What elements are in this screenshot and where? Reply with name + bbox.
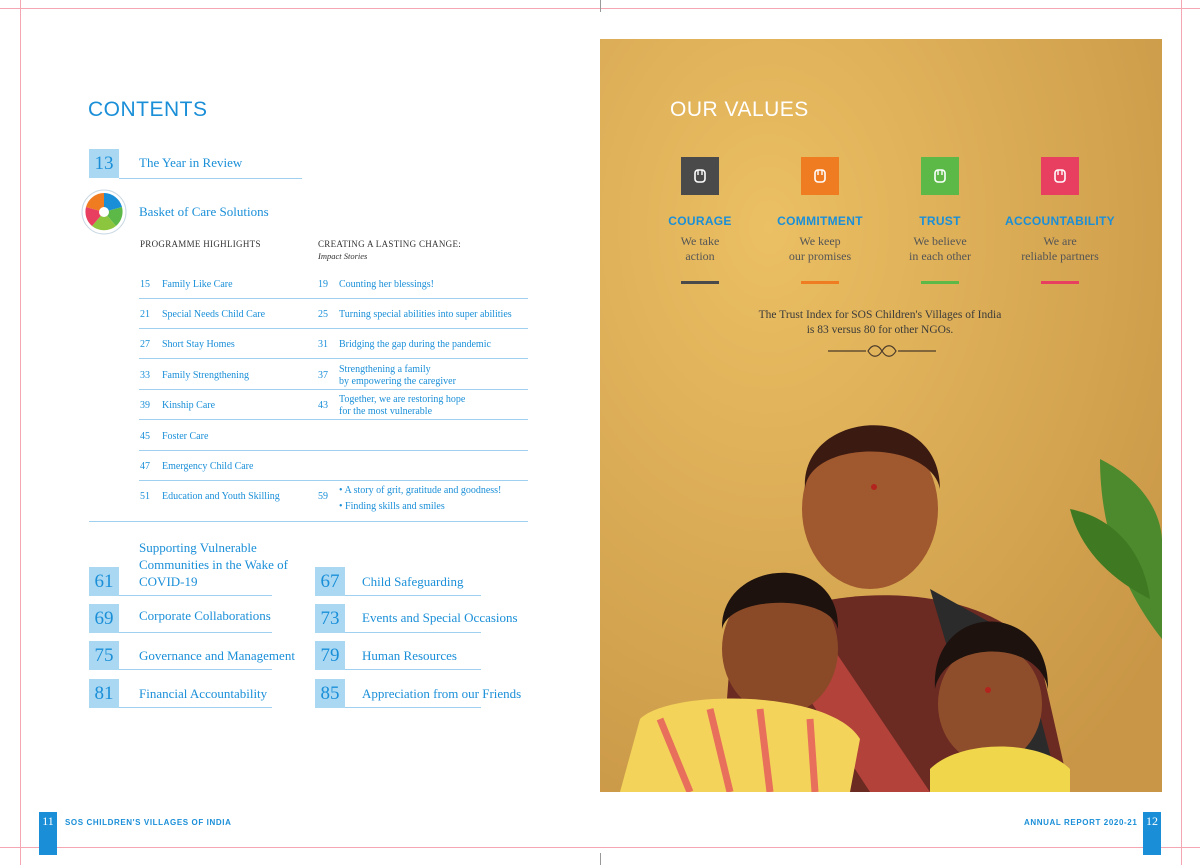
trust-index-note (700, 308, 1060, 338)
impact-story-link[interactable]: for the most vulnerable (339, 406, 433, 417)
page-number-box: 75 (89, 641, 119, 670)
value-description-line: We take (680, 234, 720, 248)
impact-story-link[interactable]: Together, we are restoring hope (339, 394, 466, 405)
programme-item-link[interactable]: Foster Care (162, 431, 209, 442)
family-photo-illustration (600, 39, 1162, 792)
divider (139, 419, 528, 420)
programme-item-link[interactable]: Family Strengthening (162, 370, 249, 381)
trim-line (20, 0, 21, 865)
value-accent-bar (1041, 281, 1079, 284)
contents-heading: CONTENTS (88, 98, 208, 121)
page-number-box: 13 (89, 149, 119, 178)
value-accent-bar (801, 281, 839, 284)
divider (139, 358, 528, 359)
raised-hand-icon (1041, 157, 1079, 195)
care-wheel-icon (80, 188, 128, 236)
page-number: 15 (140, 279, 150, 290)
page-number-box: 61 (89, 567, 119, 596)
page-number-tab: 11 (39, 812, 57, 855)
divider (119, 669, 272, 670)
section-link[interactable]: Governance and Management (139, 648, 295, 663)
divider (119, 707, 272, 708)
impact-story-link[interactable]: • Finding skills and smiles (339, 501, 445, 512)
page-number: 27 (140, 339, 150, 350)
heart-hands-icon (921, 157, 959, 195)
page-number: 51 (140, 491, 150, 502)
page-number-box: 79 (315, 641, 345, 670)
divider (139, 480, 528, 481)
values-heading: OUR VALUES (670, 98, 809, 121)
page-number: 25 (318, 309, 328, 320)
page-number-box: 69 (89, 604, 119, 633)
programme-item-link[interactable]: Family Like Care (162, 279, 233, 290)
section-link[interactable]: Appreciation from our Friends (362, 686, 522, 701)
divider (139, 328, 528, 329)
crop-mark (600, 0, 601, 12)
page-number: 31 (318, 339, 328, 350)
page-number: 37 (318, 370, 328, 381)
page-number: 33 (140, 370, 150, 381)
section-link[interactable]: Events and Special Occasions (362, 610, 518, 625)
value-name: COURAGE (668, 214, 732, 228)
handshake-icon (801, 157, 839, 195)
programme-item-link[interactable]: Special Needs Child Care (162, 309, 266, 320)
divider (139, 298, 528, 299)
impact-stories-subheading: Impact Stories (318, 251, 368, 261)
divider (345, 632, 481, 633)
value-description-line: We are (1043, 234, 1077, 248)
programme-item-link[interactable]: Kinship Care (162, 400, 216, 411)
value-description (995, 234, 1125, 264)
divider (345, 707, 481, 708)
page-number-box: 85 (315, 679, 345, 708)
page-number: 59 (318, 491, 328, 502)
section-link[interactable]: Corporate Collaborations (139, 608, 271, 623)
divider (89, 521, 528, 522)
page-number: 47 (140, 461, 150, 472)
divider (345, 595, 481, 596)
impact-stories-heading: CREATING A LASTING CHANGE: Impact Stories (318, 239, 462, 261)
divider (139, 450, 528, 451)
value-description (635, 234, 765, 264)
section-link[interactable]: Financial Accountability (139, 686, 268, 701)
value-accent-bar (681, 281, 719, 284)
value-description-line: We keep (799, 234, 841, 248)
trim-line (0, 847, 1200, 848)
section-link[interactable]: Child Safeguarding (362, 574, 464, 589)
programme-item-link[interactable]: Emergency Child Care (162, 461, 254, 472)
value-description-line: We believe (913, 234, 967, 248)
year-in-review-link[interactable]: The Year in Review (139, 155, 243, 170)
basket-of-care-link[interactable]: Basket of Care Solutions (139, 204, 269, 219)
page-number: 43 (318, 400, 328, 411)
programme-item-link[interactable]: Education and Youth Skilling (162, 491, 280, 502)
trust-index-line-1: The Trust Index for SOS Children's Villages of India (758, 309, 1002, 321)
value-description-line: reliable partners (1021, 249, 1099, 263)
page-number-box: 67 (315, 567, 345, 596)
value-name: COMMITMENT (777, 214, 863, 228)
ornament-divider-icon (828, 344, 936, 358)
values-photo (600, 39, 1162, 792)
report-title-footer: ANNUAL REPORT 2020-21 (1024, 818, 1138, 827)
value-name: ACCOUNTABILITY (1005, 214, 1115, 228)
divider (139, 389, 528, 390)
page-number: 19 (318, 279, 328, 290)
page-number-box: 81 (89, 679, 119, 708)
page-number-box: 73 (315, 604, 345, 633)
divider (119, 632, 272, 633)
value-description-line: our promises (788, 249, 852, 263)
impact-story-link[interactable]: • A story of grit, gratitude and goodness! (339, 485, 502, 496)
programme-item-link[interactable]: Short Stay Homes (162, 339, 235, 350)
impact-story-link[interactable]: Turning special abilities into super abilities (339, 309, 512, 320)
crop-mark (600, 853, 601, 865)
value-description-line: action (685, 249, 715, 263)
section-link[interactable]: Human Resources (362, 648, 457, 663)
page-number: 45 (140, 431, 150, 442)
page-number-tab: 12 (1143, 812, 1161, 855)
programme-highlights-heading: PROGRAMME HIGHLIGHTS (140, 239, 261, 249)
trust-index-line-2: is 83 versus 80 for other NGOs. (806, 324, 954, 336)
value-accent-bar (921, 281, 959, 284)
value-name: TRUST (919, 214, 961, 228)
trim-line (1181, 0, 1182, 865)
divider (119, 178, 302, 179)
fist-icon (681, 157, 719, 195)
impact-story-link[interactable]: by empowering the caregiver (339, 376, 456, 387)
impact-story-link[interactable]: Bridging the gap during the pandemic (339, 339, 491, 350)
divider (345, 669, 481, 670)
impact-story-link[interactable]: Counting her blessings! (339, 279, 434, 290)
value-description (875, 234, 1005, 264)
divider (119, 595, 272, 596)
value-description-line: in each other (909, 249, 971, 263)
impact-story-link[interactable]: Strengthening a family (339, 364, 431, 375)
org-name-footer: SOS CHILDREN'S VILLAGES OF INDIA (65, 818, 232, 827)
page-number: 21 (140, 309, 150, 320)
page-number: 39 (140, 400, 150, 411)
section-link[interactable]: Supporting Vulnerable Communities in the Wake of COVID-19 (139, 540, 288, 589)
value-description (755, 234, 885, 264)
